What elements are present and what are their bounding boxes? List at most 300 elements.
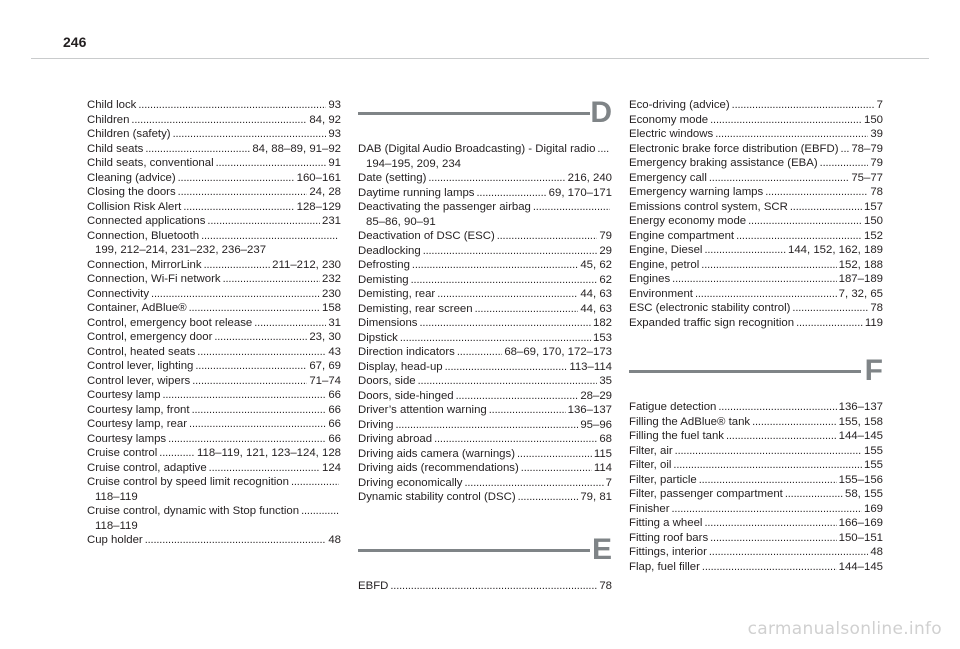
entry-term: Dipstick [358,331,398,344]
entry-term: Electric windows [629,128,714,140]
leader-dots [672,502,862,517]
index-entry [629,316,883,331]
leader-dots [195,359,307,374]
index-entry [629,400,883,415]
entry-term: Control, heated seats [87,345,196,358]
entry-term: Emergency call [629,171,707,184]
index-entry [87,374,341,389]
index-column-2 [358,98,612,593]
entry-pages: 144–145 [838,560,883,573]
leader-dots [718,400,836,415]
entry-pages: 66 [328,403,341,416]
index-entry [629,444,883,459]
entry-term: Date (setting) [358,172,427,184]
index-entry [87,229,341,244]
index-entry [358,345,612,360]
entry-pages: 150 [863,215,883,227]
index-entry [358,490,612,505]
entry-term: Child seats, conventional [87,157,214,169]
entry-term: Dimensions [358,317,418,329]
leader-dots [420,316,591,331]
leader-dots [765,185,868,200]
leader-dots [428,171,565,186]
index-entry [358,229,612,244]
entry-term: Container, AdBlue® [87,302,187,314]
entry-term: EBFD [358,579,389,592]
index-entry [629,98,883,113]
index-entry [358,418,612,433]
leader-dots [189,301,320,316]
entry-term: Connected applications [87,215,206,227]
entry-term: Dynamic stability control (DSC) [358,491,516,503]
section-letter-f: F [864,354,883,387]
leader-dots [192,374,307,389]
index-entry [87,461,341,476]
leader-dots [204,258,271,273]
entry-pages: 153 [592,331,612,344]
entry-term: Fitting roof bars [629,531,709,544]
entry-pages: 150–151 [838,531,883,544]
entry-term: Fittings, interior [629,546,707,558]
index-entry [629,229,883,244]
leader-dots [497,229,598,244]
index-entry [358,171,612,186]
section-rule [358,549,590,552]
leader-dots [475,302,579,317]
index-entry [629,214,883,229]
index-entry [358,374,612,389]
index-entry [358,258,612,273]
entry-pages: 155–156 [838,473,883,486]
entry-pages: 7 [605,476,612,489]
leader-dots [216,156,327,171]
entry-term: Cup holder [87,534,143,546]
leader-dots [704,516,836,531]
entry-term: Child seats [87,142,144,155]
index-entry [629,200,883,215]
entry-term: Children (safety) [87,128,171,140]
index-entry [358,461,612,476]
leader-dots [434,432,597,447]
entry-pages: 84, 88–89, 91–92 [252,142,341,155]
index-entry [87,258,341,273]
index-entry [629,113,883,128]
index-entry [629,301,883,316]
leader-dots [477,186,547,201]
entry-pages: 93 [328,99,341,111]
entry-term: Filling the fuel tank [629,430,724,442]
leader-dots [168,432,326,447]
leader-dots [597,142,610,157]
leader-dots [145,533,327,548]
entry-pages: 114 [593,462,612,474]
leader-dots [699,473,837,488]
entry-term: Doors, side [358,375,416,387]
entry-pages: 118–119, 121, 123–124, 128 [197,447,341,459]
leader-dots [673,458,862,473]
index-entry [87,533,341,548]
entry-pages: 69, 170–171 [548,186,612,199]
entry-pages: 169 [863,502,883,515]
entry-pages: 67, 69 [309,360,341,372]
entry-term: 194–195, 209, 234 [366,157,462,170]
entry-pages: 43 [328,345,341,358]
entry-pages: 144, 152, 162, 189 [787,244,883,256]
leader-dots [732,98,875,113]
leader-dots [701,258,836,273]
leader-dots [138,98,326,113]
leader-dots [254,316,326,331]
leader-dots [201,229,339,244]
entry-term: Driving [358,418,394,431]
entry-term: Cruise control, dynamic with Stop function [87,505,300,517]
entry-pages: 7 [876,99,883,111]
entry-pages: 79 [599,230,612,242]
entry-term: Engines [629,273,671,285]
leader-dots [395,418,578,433]
leader-dots [214,330,307,345]
section-header-d [358,98,612,134]
index-entry [629,142,883,157]
index-entry [87,98,341,113]
entry-term: DAB (Digital Audio Broadcasting) - Digital radio [358,143,596,155]
index-entry [629,502,883,517]
index-entry [87,432,341,447]
entry-term: 85–86, 90–91 [366,215,436,228]
index-entry [629,545,883,560]
leader-dots [702,560,837,575]
entry-pages: 66 [328,432,341,445]
entry-pages: 152 [863,229,883,242]
index-entry [87,113,341,128]
leader-dots [841,142,850,157]
index-entry [87,345,341,360]
leader-dots [437,287,578,302]
index-entry [87,388,341,403]
entry-pages: 45, 62 [580,259,612,271]
index-entry [87,504,341,519]
index-entry [629,458,883,473]
index-entry [87,446,341,461]
entry-term: 118–119 [95,490,138,503]
entry-term: Driving aids camera (warnings) [358,447,515,460]
section-letter-e: E [591,532,612,566]
index-entry [629,560,883,575]
index-entry [87,417,341,432]
index-entry [629,185,883,200]
index-entry [629,243,883,258]
entry-term: Filling the AdBlue® tank [629,415,751,428]
index-entry [629,516,883,531]
entry-pages: 68–69, 170, 172–173 [504,346,612,358]
entry-term: Filter, particle [629,473,697,486]
leader-dots [207,214,320,229]
entry-pages: 230 [321,287,341,300]
index-entry-continuation [87,243,341,258]
entry-pages: 31 [328,316,341,329]
entry-pages: 155, 158 [838,415,883,428]
entry-pages: 119 [864,316,883,329]
leader-dots [151,287,320,302]
entry-term: Courtesy lamp [87,389,161,401]
entry-pages: 78 [599,579,612,592]
index-column-1 [87,98,341,548]
page-number: 246 [63,34,87,50]
header-rule [31,58,929,59]
entry-pages: 79, 81 [580,491,612,503]
leader-dots [464,476,603,491]
section-letter-d: D [590,96,612,129]
entry-pages: 136–137 [567,404,612,416]
index-entry [358,186,612,201]
entry-term: Demisting, rear screen [358,302,473,315]
entry-pages: 113–114 [569,360,612,373]
entry-term: Courtesy lamp, front [87,403,190,416]
index-entry-continuation [358,157,612,172]
leader-dots [715,127,868,142]
leader-dots [178,185,308,200]
leader-dots [192,403,327,418]
section-f-list [629,400,883,574]
entry-pages: 78–79 [851,142,883,155]
index-entry [358,287,612,302]
index-entry [358,142,612,157]
entry-pages: 48 [870,546,883,558]
entry-term: Courtesy lamps [87,432,167,445]
entry-pages: 216, 240 [567,172,612,184]
entry-pages: 182 [592,317,612,329]
entry-term: Environment [629,287,693,300]
index-entry [358,447,612,462]
entry-term: Control lever, lighting [87,360,194,372]
index-entry [87,330,341,345]
entry-pages: 115 [593,447,612,460]
leader-dots [710,531,837,546]
entry-pages: 155 [863,459,883,471]
leader-dots [209,461,320,476]
index-entry [629,429,883,444]
leader-dots [131,113,307,128]
leader-dots [162,388,326,403]
entry-term: Energy economy mode [629,215,747,227]
entry-term: Deactivating the passenger airbag [358,201,531,213]
index-entry [629,531,883,546]
entry-pages: 160–161 [296,171,341,184]
leader-dots [145,142,250,157]
leader-dots [489,403,566,418]
leader-dots [521,461,592,476]
entry-term: 199, 212–214, 231–232, 236–237 [95,244,267,256]
entry-term: Control, emergency door [87,331,213,343]
entry-pages: 232 [321,273,341,285]
entry-term: ESC (electronic stability control) [629,302,791,314]
index-entry [629,473,883,488]
entry-pages: 62 [599,273,612,286]
leader-dots [423,244,598,259]
entry-term: Daytime running lamps [358,186,475,199]
watermark: carmanualsonline.info [747,619,942,639]
index-entry [87,359,341,374]
entry-term: 118–119 [95,519,138,532]
entry-pages: 23, 30 [309,331,341,343]
leader-dots [726,429,837,444]
leader-dots [820,156,869,171]
index-entry [87,142,341,157]
entry-term: Courtesy lamp, rear [87,418,188,430]
leader-dots [709,545,868,560]
leader-dots [390,579,597,594]
leader-dots [790,200,862,215]
leader-dots [183,200,294,215]
entry-pages: 48 [328,534,341,546]
entry-pages: 157 [863,200,883,213]
entry-term: Cleaning (advice) [87,171,176,184]
entry-term: Doors, side-hinged [358,389,454,402]
leader-dots [412,258,578,273]
leader-dots [173,127,327,142]
entry-term: Emissions control system, SCR [629,200,788,213]
entry-term: Control, emergency boot release [87,316,253,329]
index-entry [87,475,341,490]
entry-term: Connection, Wi-Fi network [87,273,221,285]
index-entry [87,171,341,186]
leader-dots [704,243,786,258]
index-entry [629,287,883,302]
leader-dots [197,345,326,360]
entry-term: Driving abroad [358,433,433,445]
entry-term: Engine compartment [629,229,735,242]
index-entry [629,272,883,287]
entry-term: Child lock [87,99,137,111]
entry-term: Deadlocking [358,244,421,257]
entry-pages: 152, 188 [838,258,883,271]
leader-dots [517,447,592,462]
index-column-3 [629,98,883,574]
entry-term: Children [87,113,130,126]
leader-dots [457,345,502,360]
entry-pages: 58, 155 [844,488,883,500]
entry-term: Electronic brake force distribution (EBFD) [629,142,839,155]
leader-dots [178,171,295,186]
entry-pages: 68 [599,433,612,445]
entry-term: Expanded traffic sign recognition [629,316,795,329]
leader-dots [710,113,862,128]
index-entry [87,301,341,316]
index-entry [87,316,341,331]
entry-pages: 128–129 [296,200,341,213]
index-entry [87,287,341,302]
entry-term: Cruise control, adaptive [87,461,207,474]
entry-term: Connection, MirrorLink [87,258,202,271]
leader-dots [445,360,568,375]
leader-dots [301,504,339,519]
index-entry [629,171,883,186]
leader-dots [533,200,610,215]
index-entry [629,127,883,142]
entry-term: Defrosting [358,259,410,271]
entry-term: Direction indicators [358,346,455,358]
entry-pages: 29 [599,244,612,257]
entry-pages: 91 [328,157,341,169]
entry-term: Connection, Bluetooth [87,229,200,242]
index-entry [358,273,612,288]
entry-term: Fitting a wheel [629,517,703,529]
entry-pages: 158 [321,302,341,314]
entry-term: Engine, petrol [629,258,700,271]
entry-term: Closing the doors [87,186,176,198]
entry-pages: 24, 28 [309,186,341,198]
index-entry [358,389,612,404]
index-entry [87,185,341,200]
entry-pages: 95–96 [580,418,612,431]
leader-dots [400,331,591,346]
entry-term: Filter, air [629,444,673,457]
index-entry [87,200,341,215]
leader-dots [456,389,579,404]
leader-dots [189,417,326,432]
index-entry [358,403,612,418]
entry-pages: 79 [870,157,883,169]
entry-pages: 155 [863,444,883,457]
entry-pages: 211–212, 230 [272,258,341,271]
section-d-list [358,142,612,505]
entry-term: Filter, oil [629,459,672,471]
index-entry [358,579,612,594]
index-entry [358,302,612,317]
entry-term: Deactivation of DSC (ESC) [358,230,495,242]
leader-dots [796,316,863,331]
index-entry [87,156,341,171]
section-header-e [358,532,612,571]
leader-dots [411,273,598,288]
entry-term: Demisting, rear [358,288,436,300]
entry-term: Emergency warning lamps [629,186,764,198]
entry-pages: 66 [328,418,341,430]
leader-dots [518,490,579,505]
section-e-continued-list [629,98,883,330]
index-entry-continuation [87,490,341,505]
entry-term: Collision Risk Alert [87,200,182,213]
index-entry-continuation [87,519,341,534]
index-entry [358,331,612,346]
leader-dots [736,229,862,244]
entry-term: Economy mode [629,113,709,126]
entry-term: Driving aids (recommendations) [358,462,519,474]
entry-pages: 7, 32, 65 [838,287,883,300]
entry-term: Filter, passenger compartment [629,488,783,500]
entry-term: Demisting [358,273,409,286]
entry-pages: 75–77 [851,171,883,184]
entry-pages: 66 [328,389,341,401]
entry-pages: 150 [863,113,883,126]
entry-pages: 71–74 [309,374,341,387]
entry-term: Fatigue detection [629,401,717,413]
section-rule [358,112,590,115]
leader-dots [418,374,598,389]
entry-term: Connectivity [87,287,150,300]
index-entry [629,415,883,430]
index-entry [87,214,341,229]
index-entry [358,432,612,447]
entry-term: Engine, Diesel [629,244,703,256]
leader-dots [223,272,320,287]
leader-dots [752,415,837,430]
leader-dots [159,446,195,461]
entry-pages: 78 [870,186,883,198]
index-entry [87,127,341,142]
leader-dots [675,444,862,459]
leader-dots [695,287,837,302]
